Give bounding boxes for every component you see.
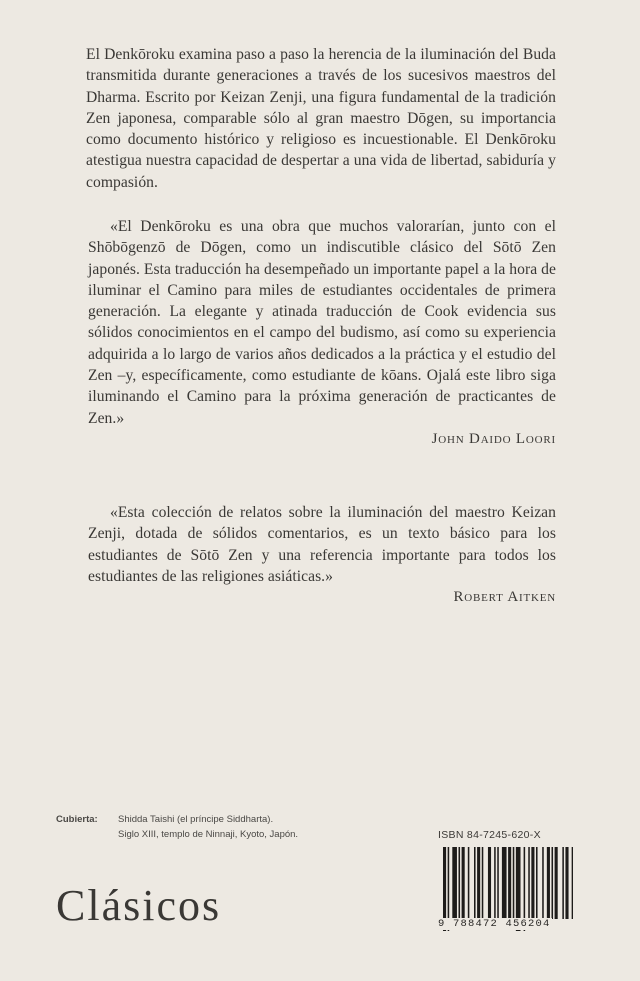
barcode-bar <box>528 847 530 919</box>
barcode-bar <box>468 847 470 919</box>
barcode-bar <box>459 847 461 919</box>
barcode-bar <box>565 847 568 919</box>
barcode-bar <box>552 847 554 919</box>
barcode-bar <box>474 847 476 919</box>
cover-credit-line1: Shidda Taishi (el príncipe Siddharta). <box>118 814 274 825</box>
barcode-bar <box>477 847 480 919</box>
barcode-bar <box>497 847 499 919</box>
cover-credit-label: Cubierta: <box>56 814 98 825</box>
review-quote-1-author: John Daido Loori <box>431 430 556 447</box>
review-quote-2-author: Robert Aitken <box>453 589 556 606</box>
barcode-bar <box>542 847 544 919</box>
barcode-bar <box>502 847 507 919</box>
barcode-bar <box>452 847 457 919</box>
isbn-label: ISBN 84-7245-620-X <box>438 829 541 841</box>
review-quote-1 <box>88 216 556 450</box>
barcode-bar <box>494 847 496 919</box>
barcode-bar <box>531 847 534 919</box>
synopsis-block <box>86 44 556 193</box>
barcode-number: 9 788472 456204 <box>438 918 551 930</box>
series-logo: Clásicos <box>56 881 222 930</box>
cover-credit-line2: Siglo XIII, templo de Ninnaji, Kyoto, Japón. <box>118 829 299 840</box>
barcode-bar <box>488 847 491 919</box>
review-quote-2 <box>88 502 556 608</box>
barcode-bar <box>508 847 511 919</box>
barcode-bar <box>513 847 515 919</box>
barcode-bar <box>547 847 550 919</box>
barcode-bar <box>572 847 573 919</box>
review-quote-1-text: «El Denkōroku es una obra que muchos valorarían, junto con el Shōbōgenzō de Dōgen, como un indiscutible clásico del Sōtō Zen japonés. Esta traducción ha desempeñado un importante papel a la hora de iluminar el Camino para miles de estudiantes occidentales de primera generación. La elegante y atinada traducción de Cook evidencia sus sólidos conocimientos en el campo del budismo, así como su experiencia adquirida a lo largo de varios años dedicados a la práctica y el estudio del Zen –y, específicamente, como estudiante de kōans. Ojalá este libro siga iluminando el Camino para la próxima generación de practicantes de Zen.» <box>88 218 556 427</box>
barcode-bar <box>562 847 564 919</box>
cover-credit <box>56 812 298 842</box>
synopsis-paragraph: El Denkōroku examina paso a paso la herencia de la iluminación del Buda transmitida durante generaciones a través de los sucesivos maestros del Dharma. Escrito por Keizan Zenji, una figura fundamental de la tradición Zen japonesa, comparable sólo al gran maestro Dōgen, su importancia como documento histórico y religioso es incuestionable. El Denkōroku atestigua nuestra capacidad de despertar a una vida de libertad, sabiduría y compasión. <box>86 46 556 191</box>
barcode-bar <box>555 847 558 919</box>
review-quote-2-text: «Esta colección de relatos sobre la iluminación del maestro Keizan Zenji, dotada de sólidos comentarios, es un texto básico para los estudiantes de Sōtō Zen y una referencia importante para todos los estudiantes de las religiones asiáticas.» <box>88 504 556 585</box>
barcode-bar <box>462 847 465 919</box>
barcode-bar <box>536 847 538 919</box>
barcode-bar <box>482 847 484 919</box>
